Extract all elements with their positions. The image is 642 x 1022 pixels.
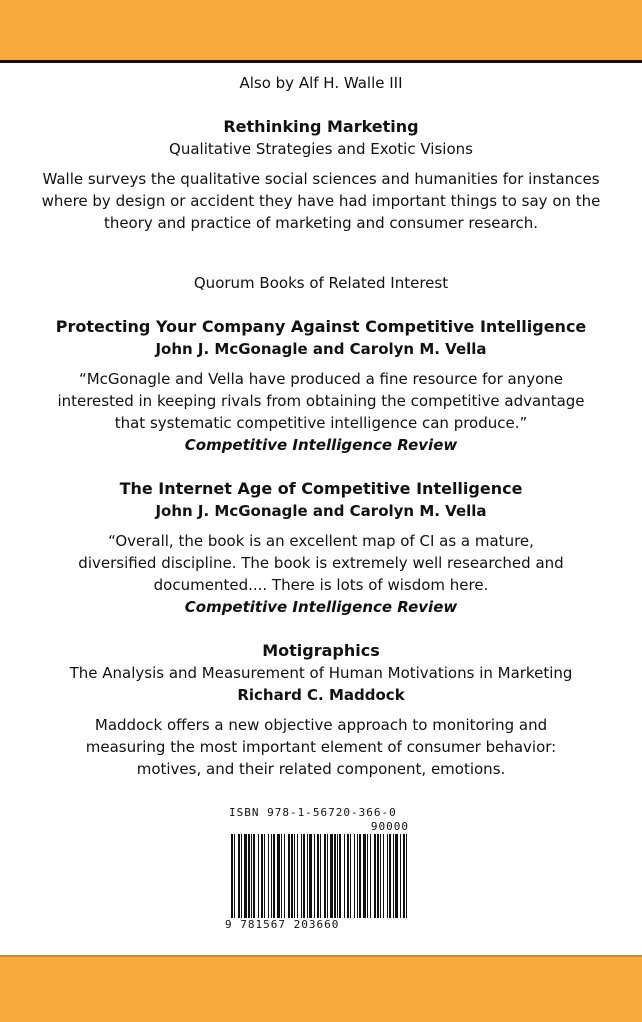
book-title: Protecting Your Company Against Competitive Intelligence	[55, 317, 587, 336]
book-subtitle: The Analysis and Measurement of Human Motivations in Marketing	[69, 664, 573, 682]
quote-line: that systematic competitive intelligence can produce.”	[114, 414, 528, 432]
book-authors: John J. McGonagle and Carolyn M. Vella	[155, 502, 487, 520]
quote-line: interested in keeping rivals from obtaining the competitive advantage	[57, 392, 585, 410]
quote-line: “McGonagle and Vella have produced a fine resource for anyone	[78, 370, 564, 388]
bottom-orange-band	[0, 955, 642, 1022]
walle-desc-line: Walle surveys the qualitative social sciences and humanities for instances	[42, 170, 600, 188]
book-title: Motigraphics	[262, 641, 380, 660]
walle-desc-line: where by design or accident they have had important things to say on the	[41, 192, 601, 210]
isbn-number: ISBN 978-1-56720-366-0	[229, 806, 397, 819]
related-interest-heading: Quorum Books of Related Interest	[193, 274, 449, 292]
desc-line: Maddock offers a new objective approach to monitoring and	[94, 716, 548, 734]
top-orange-band	[0, 0, 642, 63]
book-review-quote	[31, 530, 611, 618]
book-authors: John J. McGonagle and Carolyn M. Vella	[155, 340, 487, 358]
also-by-line: Also by Alf H. Walle III	[239, 74, 403, 92]
book-description	[41, 714, 601, 780]
book-review-quote	[31, 368, 611, 456]
barcode-bars	[231, 834, 411, 918]
walle-book-title: Rethinking Marketing	[223, 117, 419, 136]
back-cover-text	[0, 60, 642, 780]
book-authors: Richard C. Maddock	[237, 686, 405, 704]
isbn-barcode	[225, 806, 417, 931]
quote-source: Competitive Intelligence Review	[184, 436, 458, 454]
walle-desc-line: theory and practice of marketing and consumer research.	[103, 214, 539, 232]
quote-line: “Overall, the book is an excellent map of CI as a mature,	[108, 532, 534, 550]
walle-book-description	[21, 168, 621, 234]
walle-book-subtitle: Qualitative Strategies and Exotic Visions	[169, 140, 473, 158]
desc-line: measuring the most important element of consumer behavior:	[85, 738, 557, 756]
book-title: The Internet Age of Competitive Intelligence	[119, 479, 523, 498]
quote-line: diversified discipline. The book is extremely well researched and	[78, 554, 564, 572]
quote-line: documented.... There is lots of wisdom here.	[153, 576, 489, 594]
quote-source: Competitive Intelligence Review	[184, 598, 458, 616]
ean-number: 9 781567 203660	[225, 918, 340, 931]
price-code: 90000	[370, 820, 409, 833]
desc-line: motives, and their related component, emotions.	[136, 760, 506, 778]
